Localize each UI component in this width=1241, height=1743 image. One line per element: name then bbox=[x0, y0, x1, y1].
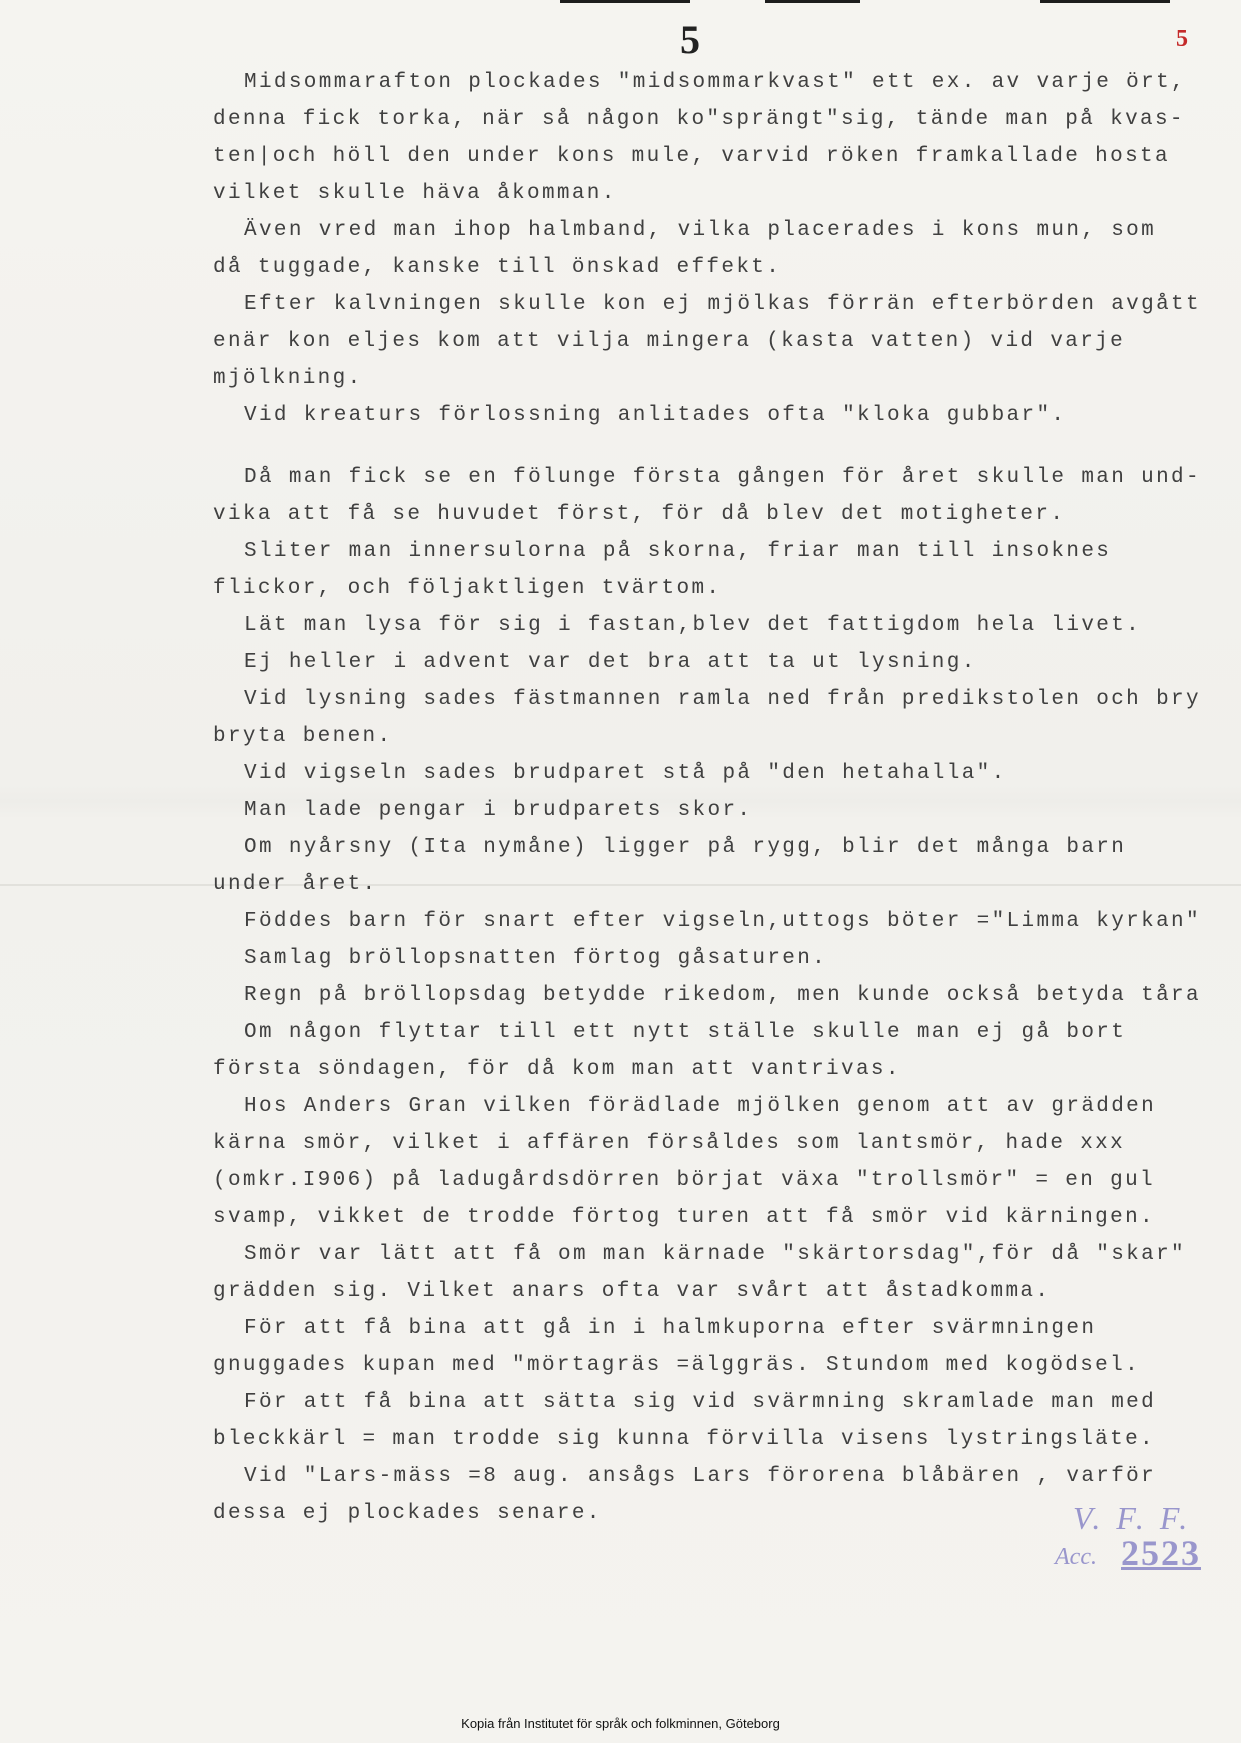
text-line: kärna smör, vilket i affären försåldes som lantsmör, hade xxx bbox=[213, 1132, 1126, 1155]
scan-edge-mark bbox=[765, 0, 860, 3]
text-line: Även vred man ihop halmband, vilka placerades i kons mun, som bbox=[244, 219, 1157, 242]
text-line: ten|och höll den under kons mule, varvid röken framkallade hosta bbox=[213, 145, 1170, 168]
text-line: Regn på bröllopsdag betydde rikedom, men kunde också betyda tåra bbox=[244, 984, 1201, 1007]
text-line: grädden sig. Vilket anars ofta var svårt att åstadkomma. bbox=[213, 1280, 1051, 1303]
text-line: vilket skulle häva åkomman. bbox=[213, 182, 617, 205]
text-line: Smör var lätt att få om man kärnade "skärtorsdag",för då "skar" bbox=[244, 1243, 1186, 1266]
text-line: Ej heller i advent var det bra att ta ut lysning. bbox=[244, 651, 977, 674]
footer-credit: Kopia från Institutet för språk och folkminnen, Göteborg bbox=[461, 1716, 780, 1731]
text-line: gnuggades kupan med "mörtagräs =älggräs. Stundom med kogödsel. bbox=[213, 1354, 1141, 1377]
text-line: Föddes barn för snart efter vigseln,uttogs böter ="Limma kyrkan" bbox=[244, 910, 1201, 933]
text-line: denna fick torka, när så någon ko"sprängt"sig, tände man på kvas- bbox=[213, 108, 1185, 131]
text-line: mjölkning. bbox=[213, 367, 363, 390]
text-line: dessa ej plockades senare. bbox=[213, 1502, 602, 1525]
text-line: bleckkärl = man trodde sig kunna förvilla visens lystringsläte. bbox=[213, 1428, 1155, 1451]
text-line: För att få bina att gå in i halmkuporna efter svärmningen bbox=[244, 1317, 1097, 1340]
text-line: Vid kreaturs förlossning anlitades ofta "kloka gubbar". bbox=[244, 404, 1067, 427]
page-number: 5 bbox=[680, 17, 701, 62]
text-line: bryta benen. bbox=[213, 725, 393, 748]
text-line: Man lade pengar i brudparets skor. bbox=[244, 799, 753, 822]
text-line: Hos Anders Gran vilken förädlade mjölken genom att av grädden bbox=[244, 1095, 1157, 1118]
stamp-line: V. F. F. bbox=[1073, 1500, 1192, 1536]
text-line: svamp, vikket de trodde förtog turen att få smör vid kärningen. bbox=[213, 1206, 1155, 1229]
text-line: Vid vigseln sades brudparet stå på "den hetahalla". bbox=[244, 762, 1007, 785]
text-line: För att få bina att sätta sig vid svärmning skramlade man med bbox=[244, 1391, 1157, 1414]
scan-edge-mark bbox=[560, 0, 690, 3]
text-line: Om någon flyttar till ett nytt ställe skulle man ej gå bort bbox=[244, 1021, 1127, 1044]
text-line: Om nyårsny (Ita nymåne) ligger på rygg, blir det många barn bbox=[244, 836, 1127, 859]
text-line: Sliter man innersulorna på skorna, friar man till insoknes bbox=[244, 540, 1112, 563]
text-line: Samlag bröllopsnatten förtog gåsaturen. bbox=[244, 947, 828, 970]
text-line: flickor, och följaktligen tvärtom. bbox=[213, 577, 722, 600]
text-line: första söndagen, för då kom man att vantrivas. bbox=[213, 1058, 901, 1081]
typewritten-text bbox=[213, 64, 1233, 1532]
text-line: under året. bbox=[213, 873, 378, 896]
text-line: Då man fick se en fölunge första gången för året skulle man und- bbox=[244, 466, 1201, 489]
text-line: enär kon eljes kom att vilja mingera (kasta vatten) vid varje bbox=[213, 330, 1126, 353]
text-line: Efter kalvningen skulle kon ej mjölkas förrän efterbörden avgått bbox=[244, 293, 1201, 316]
text-line: Midsommarafton plockades "midsommarkvast" ett ex. av varje ört, bbox=[244, 71, 1186, 94]
text-line: Lät man lysa för sig i fastan,blev det fattigdom hela livet. bbox=[244, 614, 1142, 637]
stamp-line: Acc. bbox=[1055, 1544, 1097, 1570]
text-line: då tuggade, kanske till önskad effekt. bbox=[213, 256, 782, 279]
text-line: Vid lysning sades fästmannen ramla ned från predikstolen och bry bbox=[244, 688, 1201, 711]
text-line: vika att få se huvudet först, för då blev det motigheter. bbox=[213, 503, 1066, 526]
page-number-red: 5 bbox=[1176, 26, 1188, 52]
text-line: (omkr.I906) på ladugårdsdörren börjat växa "trollsmör" = en gul bbox=[213, 1169, 1155, 1192]
stamp-number: 2523 bbox=[1121, 1533, 1201, 1573]
scan-edge-mark bbox=[1040, 0, 1170, 3]
text-line: Vid "Lars-mäss =8 aug. ansågs Lars förorena blåbären , varför bbox=[244, 1465, 1157, 1488]
archive-stamp bbox=[1055, 1500, 1235, 1590]
